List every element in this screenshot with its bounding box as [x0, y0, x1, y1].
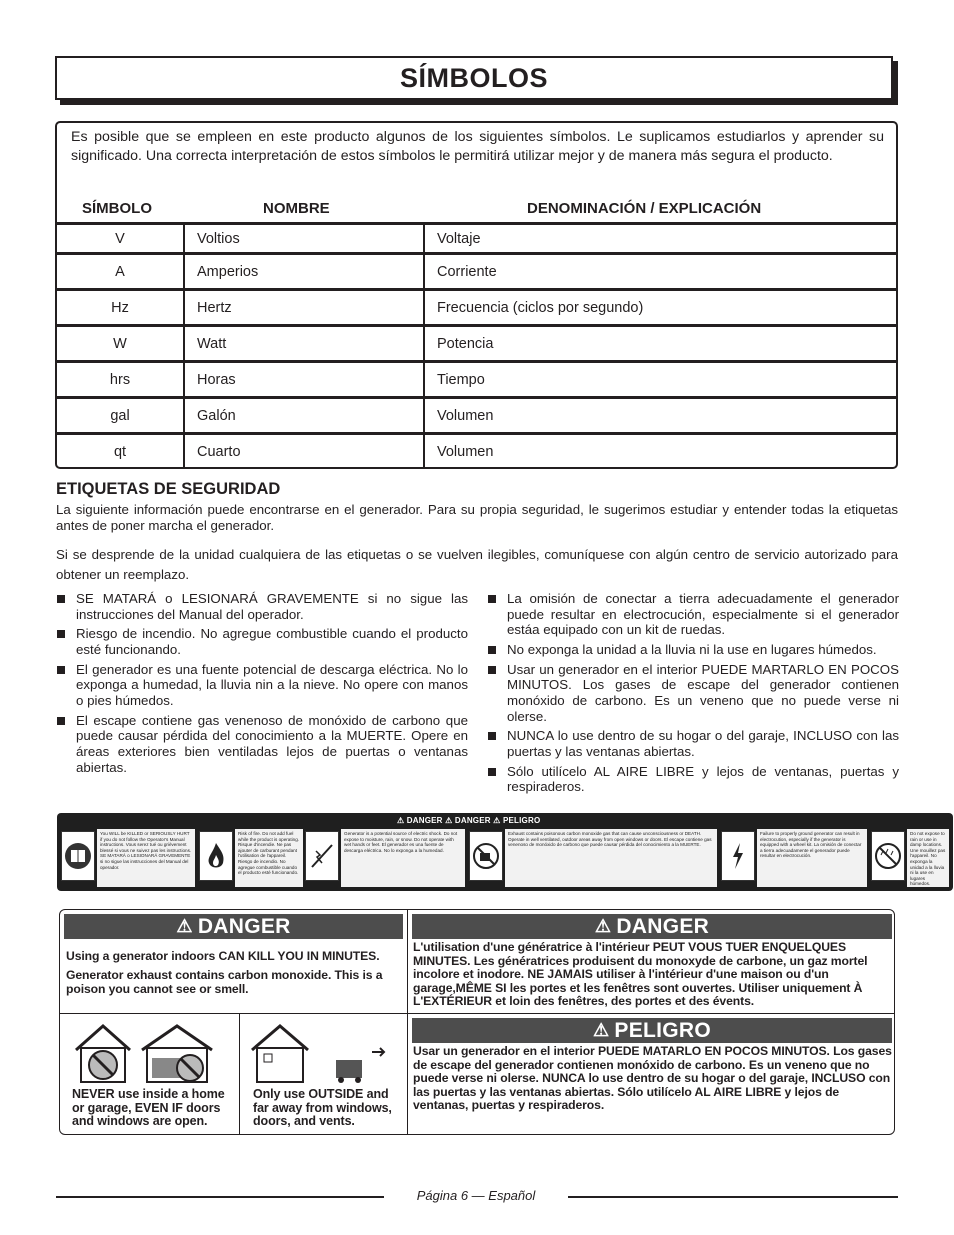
danger-header-es: ⚠ PELIGRO: [412, 1018, 892, 1043]
table-row: [57, 326, 896, 362]
warning-triangle-icon: ⚠: [176, 916, 193, 936]
cell-name: Watt: [184, 326, 424, 362]
page-footer: Página 6 — Español: [416, 1188, 536, 1203]
left-bullet-list: [56, 591, 468, 779]
rain-icon: [871, 831, 905, 881]
table-row: [57, 434, 896, 470]
cell-symbol: gal: [57, 398, 184, 434]
cell-name: Galón: [184, 398, 424, 434]
symbols-box: [55, 121, 898, 469]
danger-en-line2: Generator exhaust contains carbon monoxide. This is a poison you cannot see or smell.: [66, 968, 383, 996]
cell-symbol: W: [57, 326, 184, 362]
danger-en-line1: Using a generator indoors CAN KILL YOU IN MINUTES.: [66, 949, 380, 963]
page-title-box: [55, 56, 893, 100]
strip-panel-shock: Generator is a potential source of electric shock. Do not expose to moisture, rain, or snow. Do not operate with wet hands or feet. El generador es una fuente de descarga eléctrica. No lo exponga a la humedad.: [341, 829, 465, 887]
shock-icon: [305, 831, 339, 881]
footer-rule-right: [568, 1196, 898, 1198]
manual-icon: [61, 831, 95, 881]
cell-name: Horas: [184, 362, 424, 398]
cell-symbol: Hz: [57, 290, 184, 326]
table-row: [57, 254, 896, 290]
table-row: [57, 224, 896, 254]
cell-name: Amperios: [184, 254, 424, 290]
cell-explanation: Frecuencia (ciclos por segundo): [424, 290, 896, 326]
list-item: Riesgo de incendio. No agregue combustible cuando el producto esté funcionando.: [56, 626, 468, 657]
safety-title: ETIQUETAS DE SEGURIDAD: [56, 480, 281, 498]
symbols-table: [57, 222, 896, 469]
never-indoors-text: NEVER use inside a home or garage, EVEN IF doors and windows are open.: [72, 1087, 225, 1129]
exhaust-icon: [469, 831, 503, 881]
cell-symbol: hrs: [57, 362, 184, 398]
list-item: SE MATARÁ o LESIONARÁ GRAVEMENTE si no sigue las instrucciones del Manual del operador.: [56, 591, 468, 622]
strip-panel-rain: Do not expose to rain or use in damp locations. Une mouillez pas l'appareil. No exponga la unidad a la lluvia ni la use en lugares húmedos.: [907, 829, 949, 887]
list-item: La omisión de conectar a tierra adecuadamente el generador puede resultar en electrocución, especialmente si el generador estáa equipado con un kit de ruedas.: [487, 591, 899, 638]
garage-no-generator-icon: [138, 1022, 216, 1089]
cell-explanation: Potencia: [424, 326, 896, 362]
danger-fr-text: L'utilisation d'une génératrice à l'intérieur PEUT VOUS TUER ENQUELQUES MINUTES. Les génératrices produisent du monoxyde de carbone, un gaz mortel incolore et inodore. NE JAMAIS utiliser à l'intérieur d'une maison ou d'un garage,MÊME SI les portes et les fenêtres sont ouvertes. Utiliser uniquement À L'EXTÉRIEUR et loin des fenêtres, des portes et des évents.: [413, 940, 868, 1009]
warning-triangle-icon: ⚠: [594, 916, 612, 936]
danger-header-en: ⚠ DANGER: [64, 914, 403, 939]
header-symbol: SÍMBOLO: [82, 200, 152, 217]
cell-name: Hertz: [184, 290, 424, 326]
list-item: Usar un generador en el interior PUEDE MARTARLO EN POCOS MINUTOS. Los gases de escape del generador contienen monóxido de carbono. Es un veneno que no puede verse ni olerse.: [487, 662, 899, 724]
table-row: [57, 398, 896, 434]
footer-rule-left: [56, 1196, 384, 1198]
strip-label-header: ⚠ DANGER ⚠ DANGER ⚠ PELIGRO: [397, 816, 541, 825]
home-no-generator-icon: [72, 1022, 134, 1089]
strip-panel-fire: Risk of fire. Do not add fuel while the product is operating. Risque d'incendie. Ne pas ajouter de carburant pendant l'utilisation de l'appareil. Riesgo de incendio. No agregue combustible cuando el producto esté funcionando.: [235, 829, 303, 887]
danger-es-text: Usar un generador en el interior PUEDE MATARLO EN POCOS MINUTOS. Los gases de escape del generador contienen monóxido de carbono. Es un veneno que no puede verse ni olerse. NUNCA lo use dentro de su hogar o del garaje, INCLUSO con las puertas y las ventanas abiertas. Sólo utilícelo AL AIRE LIBRE y lejos de ventanas, puertas y respiraderos.: [413, 1044, 892, 1113]
list-item: El generador es una fuente potencial de descarga eléctrica. No lo exponga a humedad, la lluvia nin a la nieve. No opere con manos o pies húmedos.: [56, 662, 468, 709]
list-item: Sólo utilícelo AL AIRE LIBRE y lejos de ventanas, puertas y respiraderos.: [487, 764, 899, 795]
cell-symbol: V: [57, 224, 184, 254]
generator-strip-label: [57, 813, 953, 891]
cell-explanation: Volumen: [424, 434, 896, 470]
electric-ground-icon: [721, 831, 755, 881]
table-row: [57, 362, 896, 398]
header-explanation: DENOMINACIÓN / EXPLICACIÓN: [527, 200, 762, 217]
strip-panel-manual: You WILL be KILLED or SERIOUSLY HURT if you do not follow the Operator's Manual instructions. Vous serez tué ou grièvement blessé si vous ne suivez pas les instructions. SE MATARÁ o LESIONARÁ GRAVEMENTE si no sigue las instrucciones del Manual del operador.: [97, 829, 195, 887]
cell-explanation: Voltaje: [424, 224, 896, 254]
safety-replacement-note: Si se desprende de la unidad cualquiera de las etiquetas o se vuelven ilegibles, comuníquese con algún centro de servicio autorizado para obtener un reemplazo.: [56, 547, 898, 582]
strip-panel-exhaust: Exhaust contains poisonous carbon monoxide gas that can cause unconsciousness or DEATH. Operate in well ventilated, outdoor areas away from open windows or doors. El escape contiene gas venenoso de monóxido de carbono que puede causar pérdida del conocimiento a la MUERTE.: [505, 829, 717, 887]
right-bullet-list: [487, 591, 899, 799]
page-title: SÍMBOLOS: [399, 62, 548, 93]
fire-icon: [199, 831, 233, 881]
cell-explanation: Corriente: [424, 254, 896, 290]
strip-panel-ground: Failure to properly ground generator can result in electrocution, especially if the generator is equipped with a wheel kit. La omisión de conectar a tierra adecuadamente el generador puede resultar en electrocución.: [757, 829, 867, 887]
cell-explanation: Tiempo: [424, 362, 896, 398]
symbols-table-header: [57, 200, 896, 220]
danger-label: [59, 909, 895, 1135]
list-item: No exponga la unidad a la lluvia ni la use en lugares húmedos.: [487, 642, 899, 658]
table-row: [57, 290, 896, 326]
cell-symbol: A: [57, 254, 184, 290]
safety-intro: La siguiente información puede encontrarse en el generador. Para su propia seguridad, le sugerimos estudiar y entender todas la etiquetas antes de poner marcha el generador.: [56, 502, 898, 533]
outside-only-text: Only use OUTSIDE and far away from windows, doors, and vents.: [253, 1087, 392, 1129]
warning-triangle-icon: ⚠: [592, 1020, 610, 1040]
symbols-intro: Es posible que se empleen en este producto algunos de los siguientes símbolos. Le suplicamos estudiarlos y aprender su significado. Una correcta interpretación de estos símbolos le permitirá utilizar mejor y de manera más segura el producto.: [71, 129, 884, 164]
cell-symbol: qt: [57, 434, 184, 470]
list-item: NUNCA lo use dentro de su hogar o del garaje, INCLUSO con las puertas y las ventanas abiertas.: [487, 728, 899, 759]
house-outdoor-generator-icon: [250, 1022, 390, 1089]
cell-name: Voltios: [184, 224, 424, 254]
danger-header-fr: ⚠ DANGER: [412, 914, 892, 939]
header-name: NOMBRE: [263, 200, 330, 217]
cell-name: Cuarto: [184, 434, 424, 470]
list-item: El escape contiene gas venenoso de monóxido de carbono que puede causar pérdida del conocimiento a la MUERTE. Opere en áreas exteriores bien ventiladas lejos de puertas o ventanas abiertas.: [56, 713, 468, 775]
cell-explanation: Volumen: [424, 398, 896, 434]
